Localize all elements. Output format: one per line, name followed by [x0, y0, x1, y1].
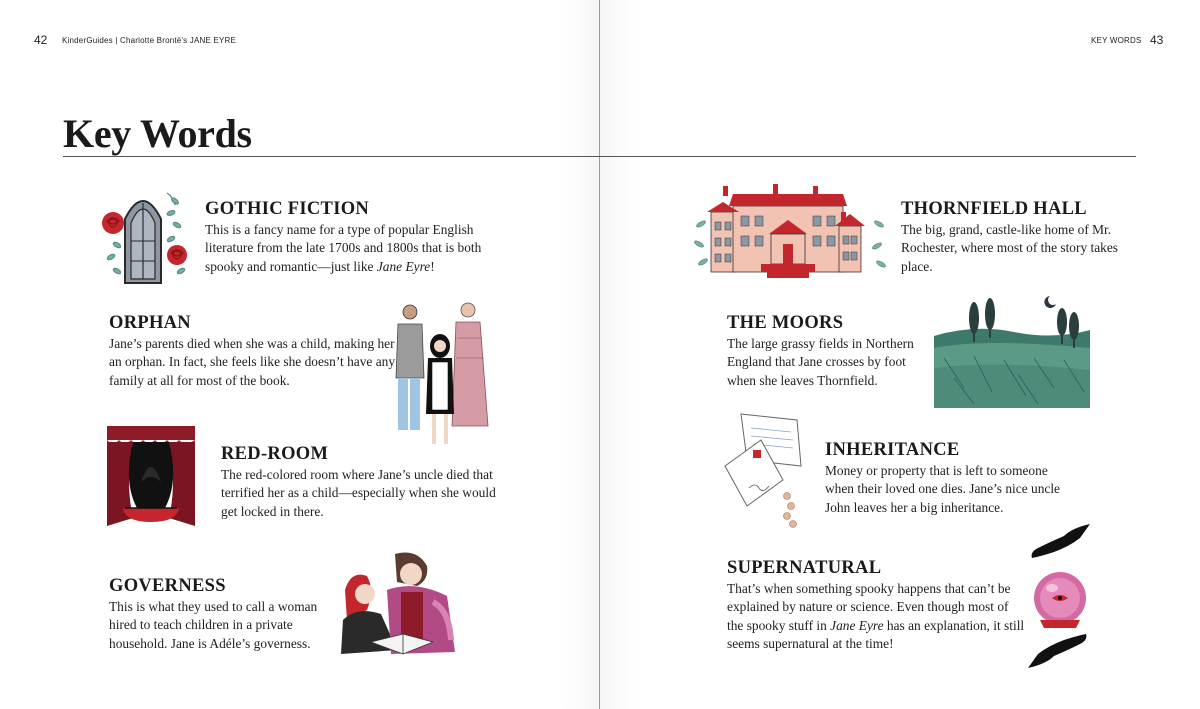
entry-term: INHERITANCE: [825, 440, 960, 460]
right-page-number: 43: [1150, 33, 1164, 47]
gutter-shade-left: [560, 0, 599, 709]
entry-red-room: [221, 444, 511, 521]
entry-governess: [109, 576, 335, 653]
entry-term: GOTHIC FICTION: [205, 199, 370, 219]
entry-the-moors: [727, 313, 927, 390]
left-page-number: 42: [34, 33, 48, 47]
red-room-illustration: [103, 422, 199, 534]
entry-definition: The large grassy fields in Northern England that Jane crosses by foot when she leaves Thornfield.: [727, 336, 914, 388]
entry-gothic-fiction: [205, 199, 505, 276]
entry-term: SUPERNATURAL: [727, 558, 882, 578]
entry-term: GOVERNESS: [109, 576, 226, 596]
entry-supernatural: [727, 558, 1027, 653]
entry-thornfield-hall: [901, 199, 1131, 276]
moors-illustration: [934, 288, 1090, 410]
entry-term: THORNFIELD HALL: [901, 199, 1087, 219]
gothic-window-illustration: [97, 183, 193, 289]
governess-reading-illustration: [337, 550, 461, 668]
page-gutter: [599, 0, 600, 709]
entry-definition: The red-colored room where Jane’s uncle died that terrified her as a child—especially when she would get locked in there.: [221, 467, 496, 519]
entry-definition: This is a fancy name for a type of popular English literature from the late 1700s and 1800s that is both spooky and romantic—just like Jane Eyre!: [205, 222, 482, 274]
entry-term: THE MOORS: [727, 313, 844, 333]
entry-definition: This is what they used to call a woman hired to teach children in a private household. Jane is Adéle’s governess.: [109, 599, 318, 651]
right-running-head: KEY WORDS: [1091, 36, 1142, 45]
entry-term: ORPHAN: [109, 313, 191, 333]
entry-definition: That’s when something spooky happens that can’t be explained by nature or science. Even though most of the spooky stuff in Jane Eyre has an explanation, it still seems supernatural at the time!: [727, 581, 1025, 651]
entry-term: RED-ROOM: [221, 444, 329, 464]
inheritance-letter-illustration: [721, 410, 811, 532]
thornfield-hall-illustration: [693, 184, 887, 280]
left-running-head: KinderGuides | Charlotte Brontë's JANE EYRE: [62, 36, 237, 45]
entry-definition: The big, grand, castle-like home of Mr. Rochester, where most of the story takes place.: [901, 222, 1119, 274]
crystal-ball-illustration: [1024, 522, 1094, 670]
entry-definition: Money or property that is left to someone when their loved one dies. Jane’s nice uncle John leaves her a big inheritance.: [825, 463, 1061, 515]
family-figures-illustration: [388, 298, 504, 448]
gutter-shade-right: [600, 0, 639, 709]
page-title: Key Words: [63, 111, 252, 156]
entry-inheritance: [825, 440, 1075, 517]
entry-orphan: [109, 313, 399, 390]
entry-definition: Jane’s parents died when she was a child, making her an orphan. In fact, she feels like she doesn’t have any family at all for most of the book.: [109, 336, 396, 388]
title-rule: [63, 156, 1136, 157]
